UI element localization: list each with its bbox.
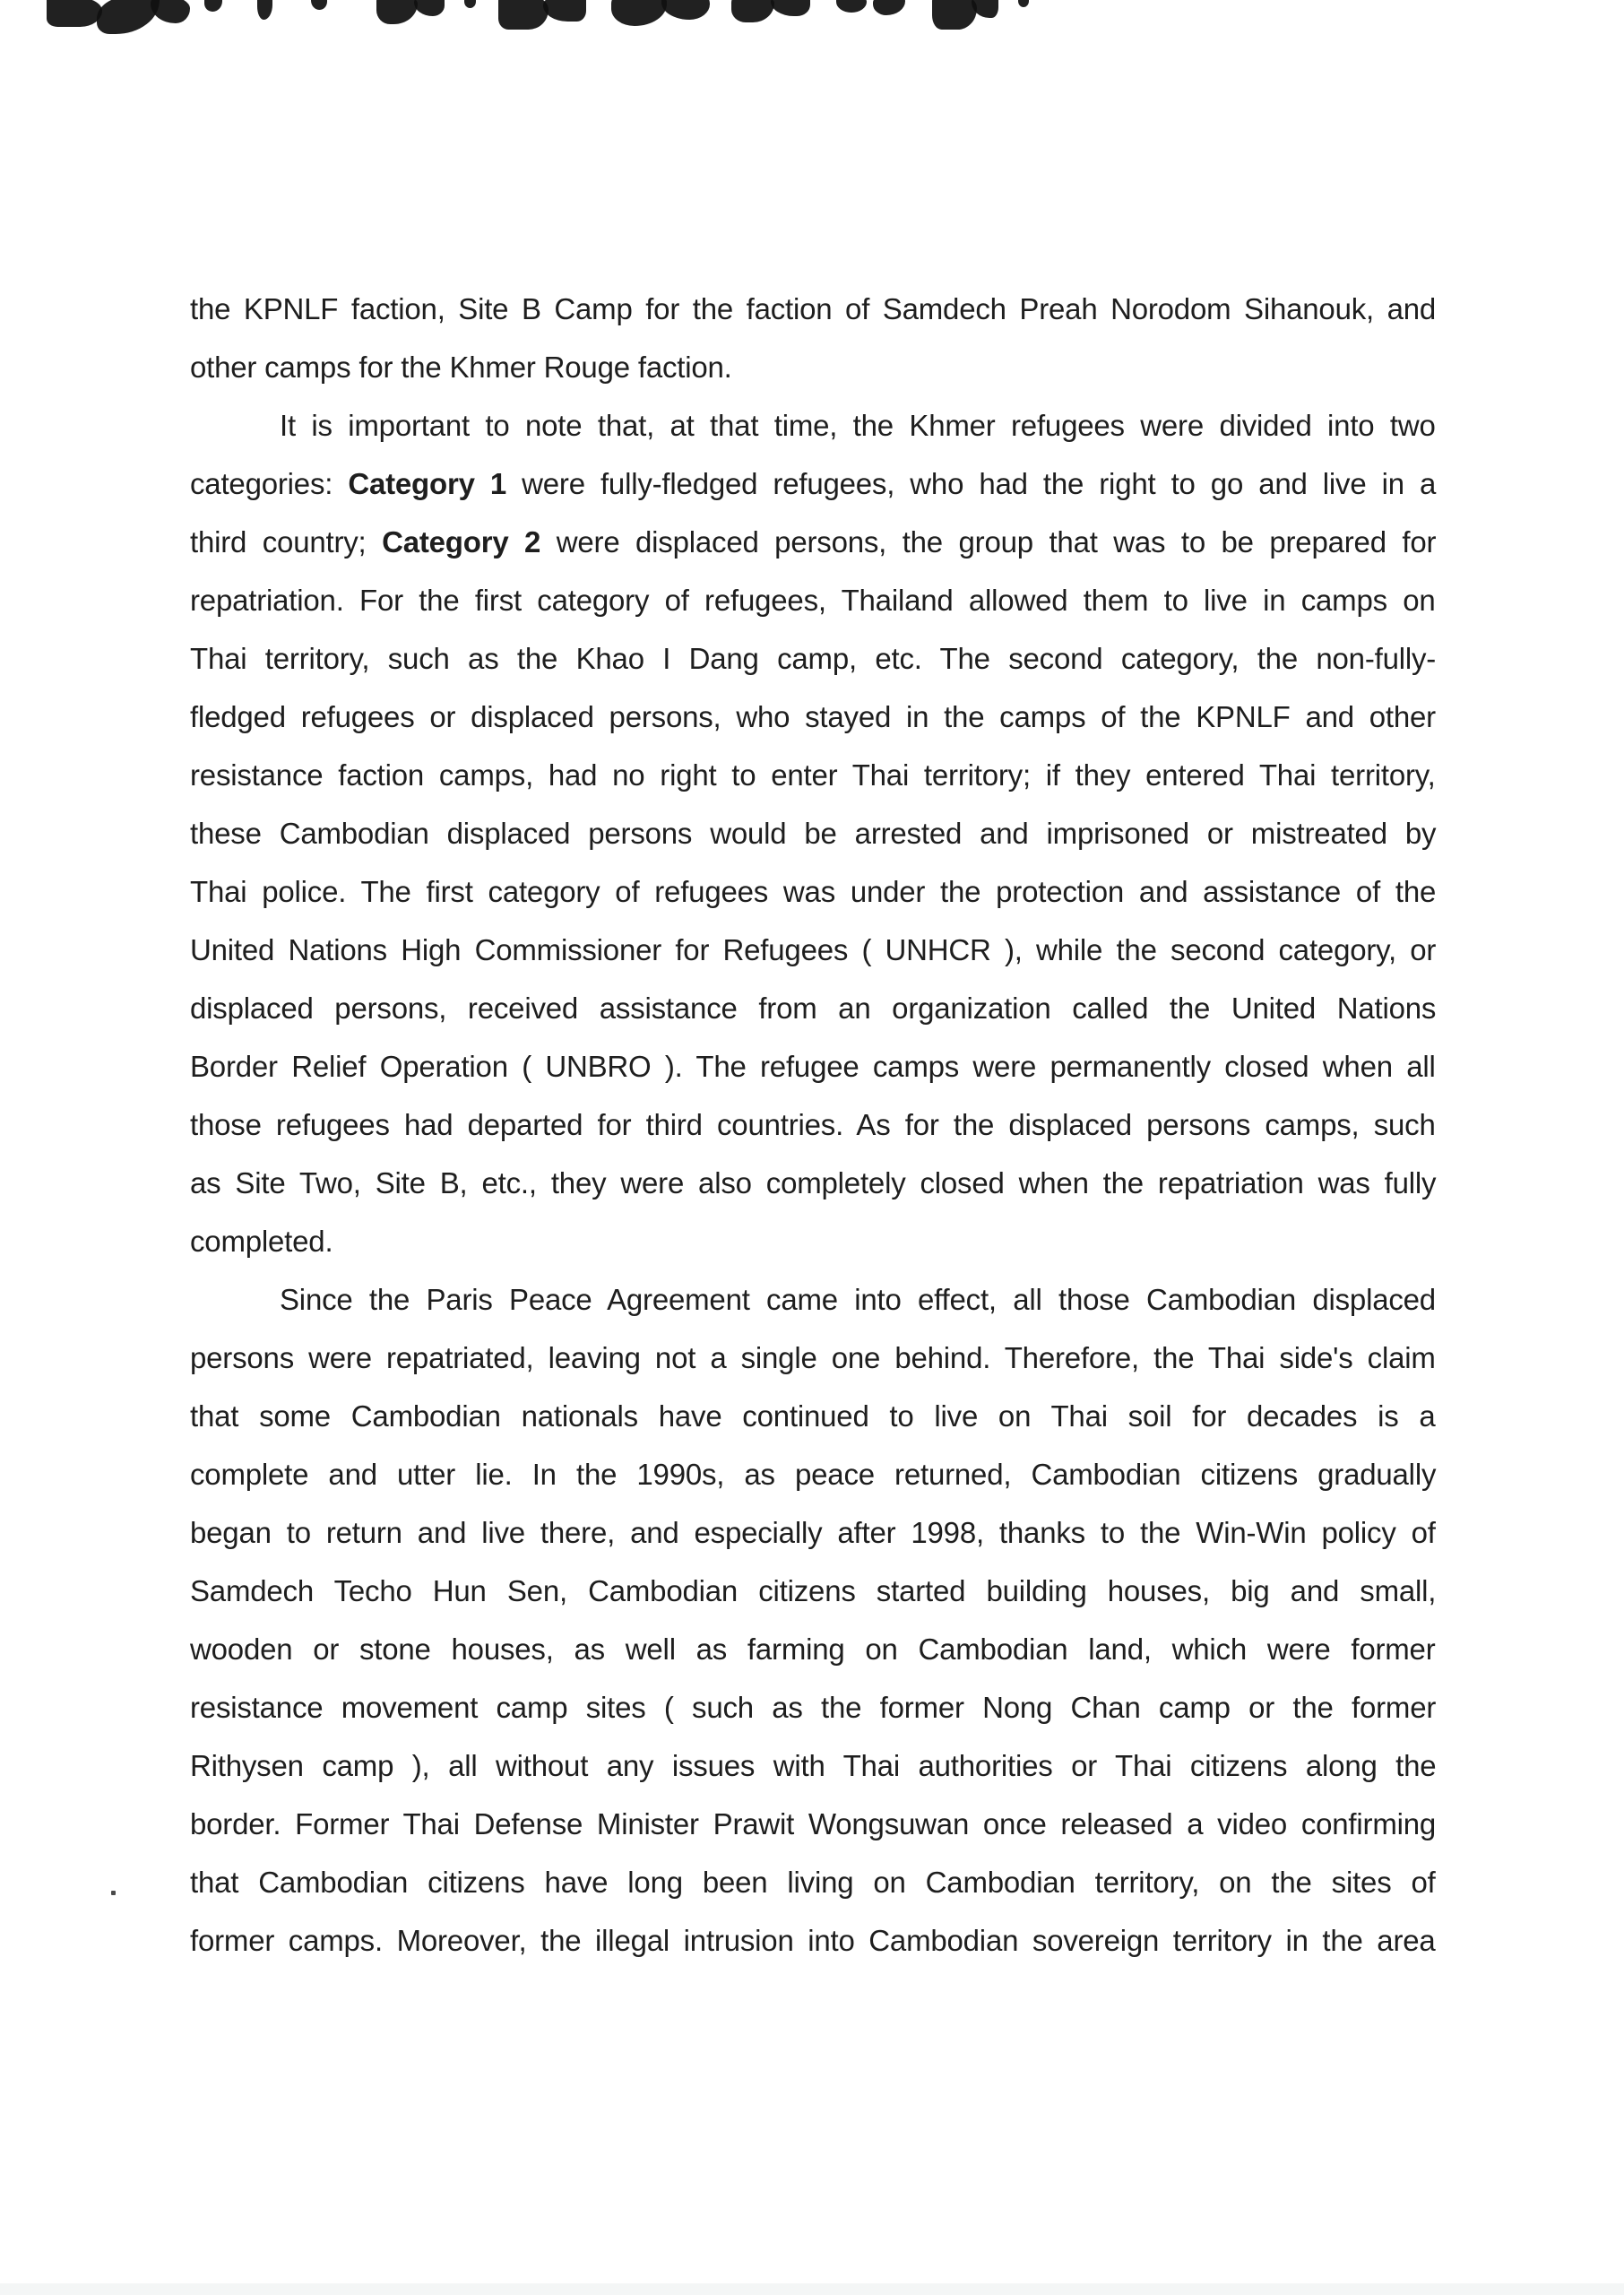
document-text xyxy=(190,280,1436,1970)
text-line: other camps for the Khmer Rouge faction. xyxy=(190,351,732,384)
scan-ink-mark xyxy=(932,0,977,30)
text-line: It is important to note that, at that time, the Khmer refugees were divided into two xyxy=(280,409,1436,442)
text-line: Thai police. The first category of refugees was under the protection and assistance of the xyxy=(190,875,1437,908)
scan-ink-mark xyxy=(414,0,445,16)
scan-speck xyxy=(111,1891,116,1895)
text-line: former camps. Moreover, the illegal intrusion into Cambodian sovereign territory in the area xyxy=(190,1924,1436,1957)
scan-ink-mark xyxy=(151,0,190,23)
text-line: fledged refugees or displaced persons, who stayed in the camps of the KPNLF and other xyxy=(190,700,1436,733)
text-line: persons were repatriated, leaving not a single one behind. Therefore, the Thai side's claim xyxy=(190,1341,1436,1374)
text-line: those refugees had departed for third countries. As for the displaced persons camps, such xyxy=(190,1108,1436,1141)
text-line: resistance faction camps, had no right to enter Thai territory; if they entered Thai territory, xyxy=(190,758,1436,792)
text-line: wooden or stone houses, as well as farming on Cambodian land, which were former xyxy=(190,1632,1436,1666)
scan-ink-mark xyxy=(543,0,586,22)
bold-text: Category 2 xyxy=(382,525,541,559)
scan-ink-mark xyxy=(661,0,710,20)
text-line: United Nations High Commissioner for Refugees ( UNHCR ), while the second category, or xyxy=(190,933,1437,966)
text-line: that Cambodian citizens have long been living on Cambodian territory, on the sites of xyxy=(190,1866,1436,1899)
text-line: border. Former Thai Defense Minister Prawit Wongsuwan once released a video confirming xyxy=(190,1807,1437,1840)
text-line: these Cambodian displaced persons would be arrested and imprisoned or mistreated by xyxy=(190,817,1437,850)
text-line: Border Relief Operation ( UNBRO ). The refugee camps were permanently closed when all xyxy=(190,1050,1436,1083)
text-line: completed. xyxy=(190,1225,333,1258)
scan-ink-mark xyxy=(771,0,810,16)
scan-ink-mark xyxy=(204,0,222,12)
text-line: categories: Category 1 were fully-fledged refugees, who had the right to go and live in a xyxy=(190,467,1437,500)
text-line: as Site Two, Site B, etc., they were also completely closed when the repatriation was fully xyxy=(190,1166,1437,1199)
scan-ink-mark xyxy=(47,0,102,27)
text-line: third country; Category 2 were displaced persons, the group that was to be prepared for xyxy=(190,525,1437,559)
text-line: repatriation. For the first category of refugees, Thailand allowed them to live in camps on xyxy=(190,584,1436,617)
text-line: the KPNLF faction, Site B Camp for the faction of Samdech Preah Norodom Sihanouk, and xyxy=(190,292,1437,325)
scan-ink-mark xyxy=(836,0,867,13)
scan-ink-mark xyxy=(498,0,549,30)
text-line: Since the Paris Peace Agreement came into effect, all those Cambodian displaced xyxy=(280,1283,1436,1316)
scan-ink-mark xyxy=(376,0,418,24)
scan-artifact-top xyxy=(0,0,1624,54)
scan-ink-mark xyxy=(873,0,905,15)
scan-ink-mark xyxy=(731,0,774,22)
text-line: complete and utter lie. In the 1990s, as peace returned, Cambodian citizens gradually xyxy=(190,1458,1437,1491)
scan-ink-mark xyxy=(611,0,667,26)
text-line: Thai territory, such as the Khao I Dang camp, etc. The second category, the non-fully- xyxy=(190,642,1437,675)
scan-artifact-bottom xyxy=(0,2283,1624,2295)
scan-ink-mark xyxy=(311,0,327,10)
text-line: Rithysen camp ), all without any issues with Thai authorities or Thai citizens along the xyxy=(190,1749,1437,1782)
text-line: displaced persons, received assistance from an organization called the United Nations xyxy=(190,992,1437,1025)
scan-ink-mark xyxy=(464,0,476,8)
text-line: began to return and live there, and especially after 1998, thanks to the Win-Win policy of xyxy=(190,1516,1436,1549)
bold-text: Category 1 xyxy=(348,467,507,500)
scan-ink-mark xyxy=(1018,0,1029,7)
scan-ink-mark xyxy=(257,0,272,20)
text-line: that some Cambodian nationals have continued to live on Thai soil for decades is a xyxy=(190,1399,1436,1433)
text-line: Samdech Techo Hun Sen, Cambodian citizens started building houses, big and small, xyxy=(190,1574,1437,1607)
text-line: resistance movement camp sites ( such as the former Nong Chan camp or the former xyxy=(190,1691,1437,1724)
